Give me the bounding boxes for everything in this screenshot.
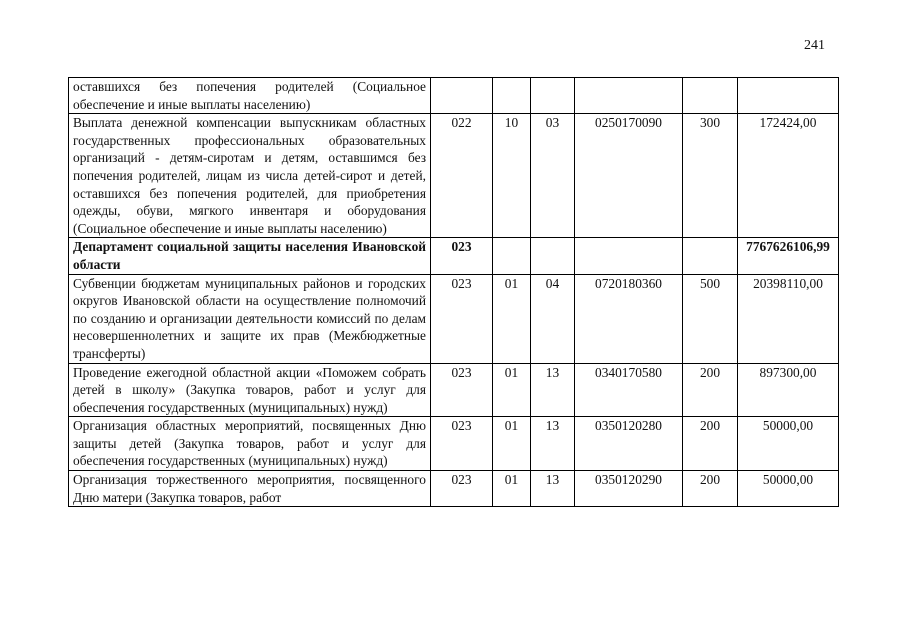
ministry-code-cell: 023: [431, 417, 493, 471]
budget-table: [68, 77, 839, 507]
table-row: [69, 471, 839, 507]
table-body: [69, 78, 839, 507]
amount-cell: 50000,00: [738, 417, 839, 471]
table-row: [69, 78, 839, 114]
ministry-code-cell: 023: [431, 363, 493, 417]
target-item-code-cell: 0350120280: [575, 417, 683, 471]
target-item-code-cell: 0350120290: [575, 471, 683, 507]
expense-type-code-cell: 500: [683, 274, 738, 363]
table-row: [69, 417, 839, 471]
section-code-cell: 01: [493, 471, 531, 507]
expense-name-cell: Субвенции бюджетам муниципальных районов и городских округов Ивановской области на осуществление полномочий по созданию и организации деятельности комиссий по делам несовершеннолетних и защите их прав (Межбюджетные трансферты): [69, 274, 431, 363]
table-row: [69, 114, 839, 238]
amount-cell: 897300,00: [738, 363, 839, 417]
section-code-cell: [493, 78, 531, 114]
ministry-code-cell: 023: [431, 471, 493, 507]
expense-name-cell: Выплата денежной компенсации выпускникам областных государственных профессиональных образовательных организаций - детям-сиротам и детям, оставшимся без попечения родителей, лицам из числа детей-сирот и детей, оставшихся без попечения родителей, для приобретения одежды, обуви, мягкого инвентаря и оборудования (Социальное обеспечение и иные выплаты населению): [69, 114, 431, 238]
page-number: 241: [804, 38, 825, 53]
amount-cell: 20398110,00: [738, 274, 839, 363]
ministry-code-cell: 023: [431, 238, 493, 274]
table-row: [69, 238, 839, 274]
target-item-code-cell: 0720180360: [575, 274, 683, 363]
expense-type-code-cell: 200: [683, 471, 738, 507]
ministry-code-cell: 022: [431, 114, 493, 238]
section-code-cell: 10: [493, 114, 531, 238]
expense-type-code-cell: 300: [683, 114, 738, 238]
amount-cell: 172424,00: [738, 114, 839, 238]
amount-cell: 50000,00: [738, 471, 839, 507]
subsection-code-cell: 04: [531, 274, 575, 363]
expense-type-code-cell: 200: [683, 363, 738, 417]
expense-type-code-cell: [683, 238, 738, 274]
section-code-cell: 01: [493, 363, 531, 417]
section-code-cell: [493, 238, 531, 274]
target-item-code-cell: [575, 238, 683, 274]
subsection-code-cell: [531, 78, 575, 114]
expense-name-cell: Организация областных мероприятий, посвященных Дню защиты детей (Закупка товаров, работ и услуг для обеспечения государственных (муниципальных) нужд): [69, 417, 431, 471]
expense-name-cell: Проведение ежегодной областной акции «Поможем собрать детей в школу» (Закупка товаров, работ и услуг для обеспечения государственных (муниципальных) нужд): [69, 363, 431, 417]
expense-name-cell: оставшихся без попечения родителей (Социальное обеспечение и иные выплаты населению): [69, 78, 431, 114]
amount-cell: 7767626106,99: [738, 238, 839, 274]
table-row: [69, 274, 839, 363]
target-item-code-cell: 0340170580: [575, 363, 683, 417]
amount-cell: [738, 78, 839, 114]
target-item-code-cell: [575, 78, 683, 114]
table-row: [69, 363, 839, 417]
expense-name-cell: Департамент социальной защиты населения Ивановской области: [69, 238, 431, 274]
subsection-code-cell: [531, 238, 575, 274]
section-code-cell: 01: [493, 274, 531, 363]
subsection-code-cell: 13: [531, 471, 575, 507]
subsection-code-cell: 13: [531, 363, 575, 417]
expense-type-code-cell: [683, 78, 738, 114]
expense-name-cell: Организация торжественного мероприятия, посвященного Дню матери (Закупка товаров, работ: [69, 471, 431, 507]
target-item-code-cell: 0250170090: [575, 114, 683, 238]
subsection-code-cell: 13: [531, 417, 575, 471]
ministry-code-cell: [431, 78, 493, 114]
expense-type-code-cell: 200: [683, 417, 738, 471]
section-code-cell: 01: [493, 417, 531, 471]
ministry-code-cell: 023: [431, 274, 493, 363]
subsection-code-cell: 03: [531, 114, 575, 238]
